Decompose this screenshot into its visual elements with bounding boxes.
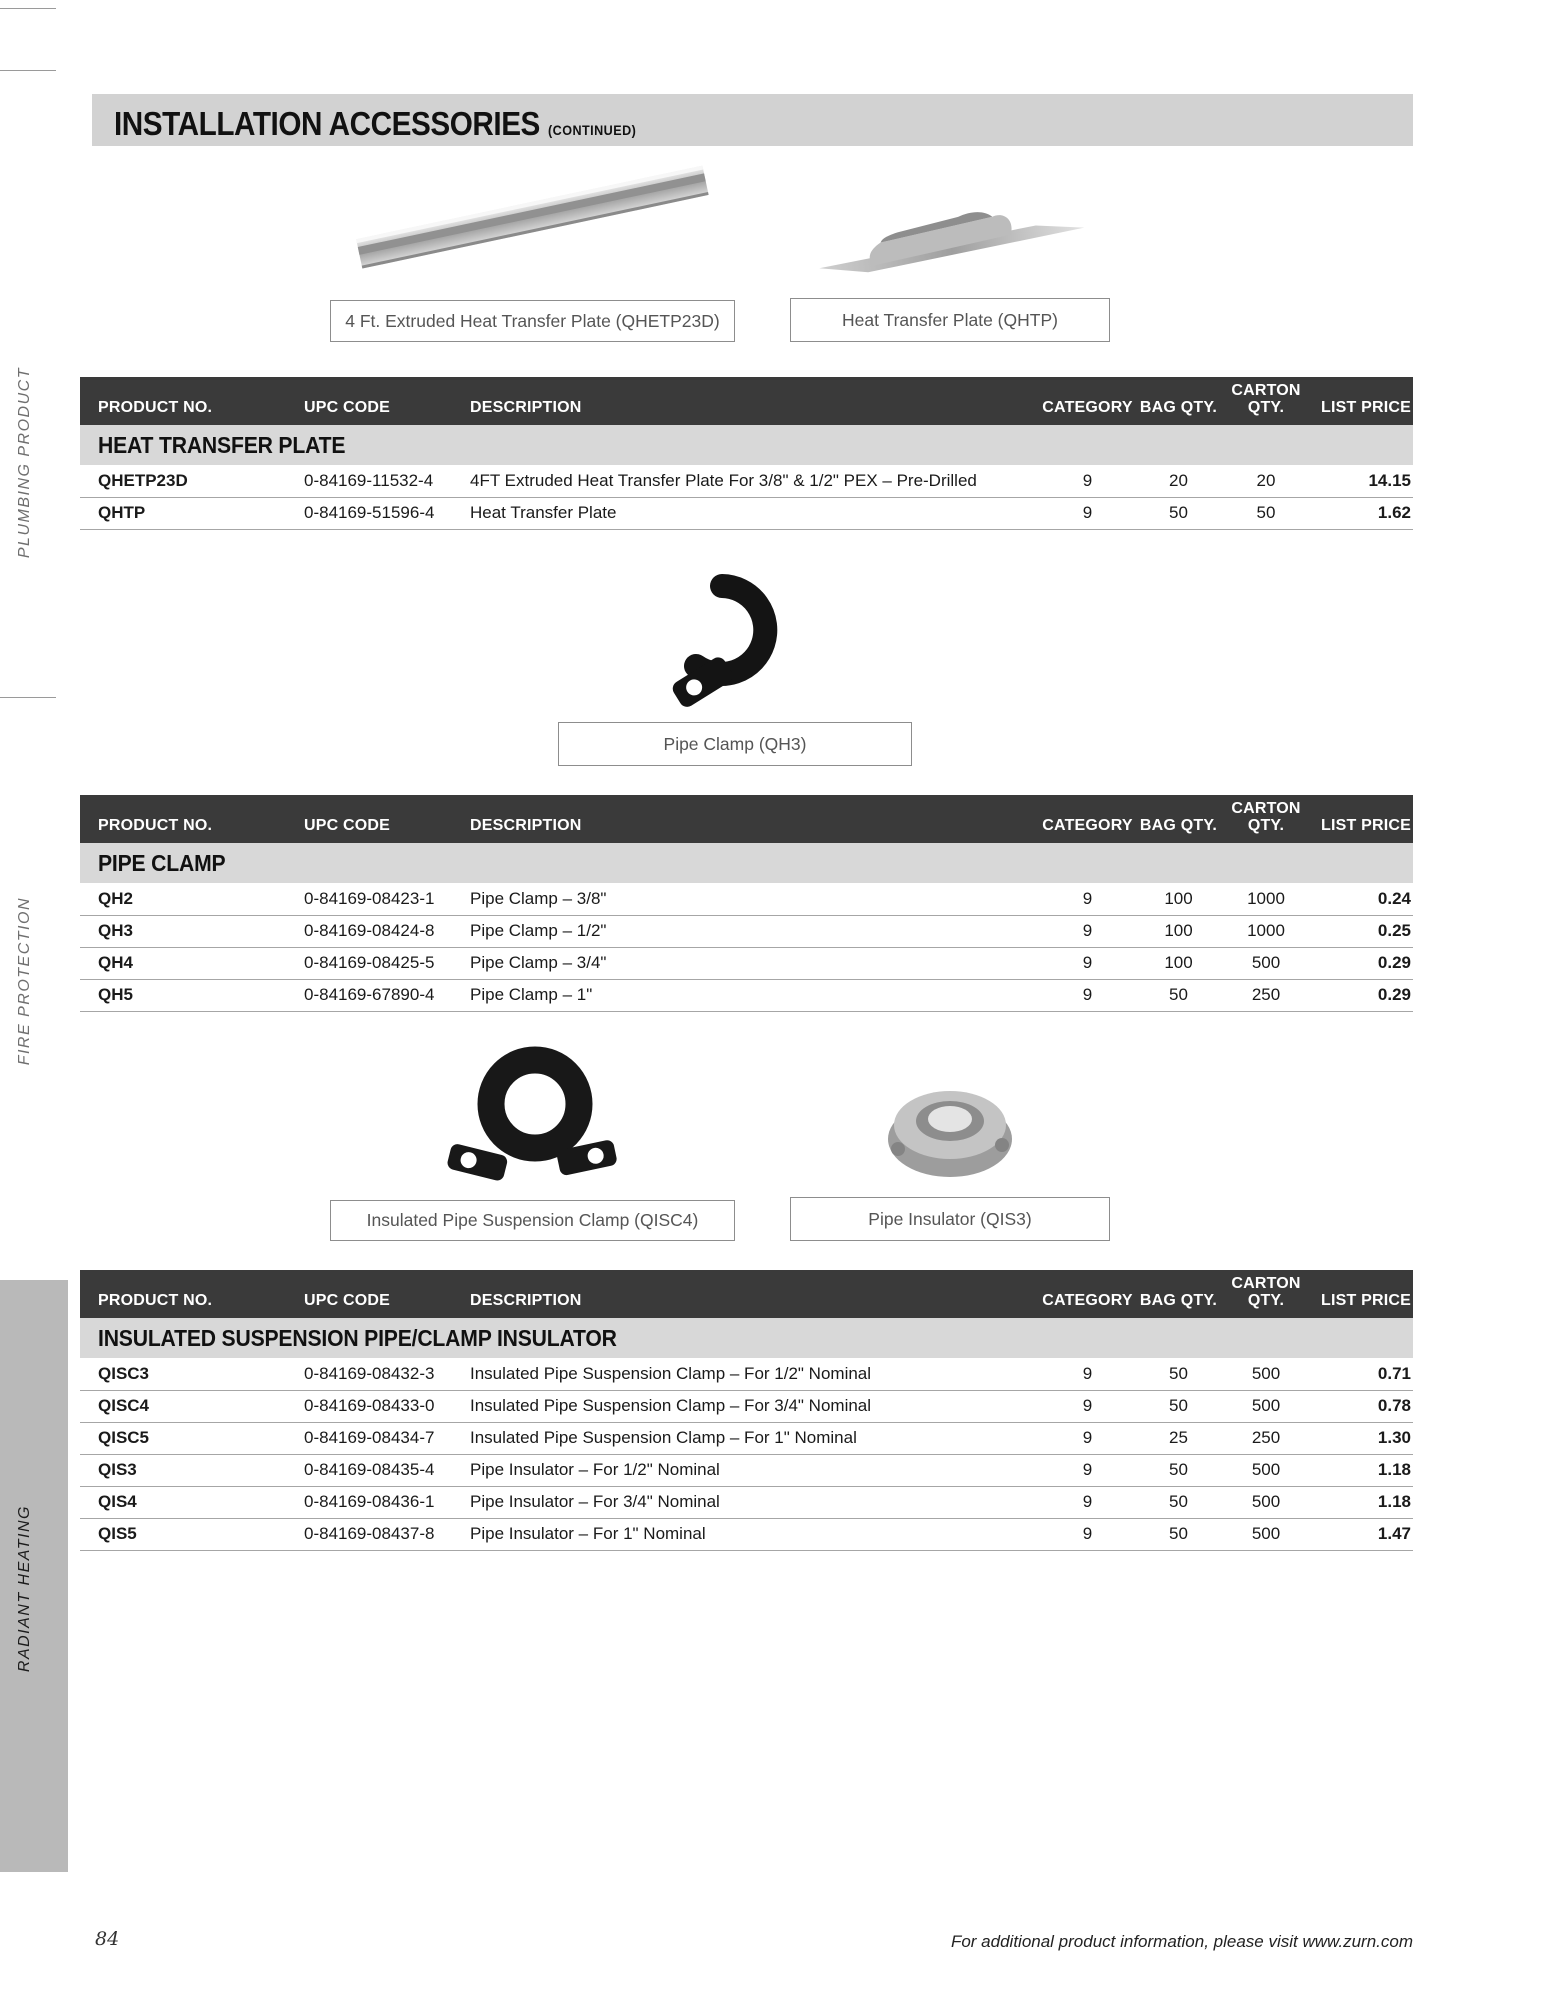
table-row xyxy=(80,1454,1413,1486)
col-product-no: PRODUCT NO. xyxy=(80,795,304,843)
cell-category: 9 xyxy=(1082,985,1093,1004)
cell-description: Pipe Insulator – For 1" Nominal xyxy=(470,1524,706,1543)
cell-carton-qty: 50 xyxy=(1256,503,1276,522)
page-title: INSTALLATION ACCESSORIES xyxy=(114,105,540,142)
pipe-insulator-photo xyxy=(790,1040,1110,1187)
cell-description: Heat Transfer Plate xyxy=(470,503,617,522)
cell-upc-code: 0-84169-08425-5 xyxy=(304,953,435,972)
table-row xyxy=(80,979,1413,1011)
cell-list-price: 0.29 xyxy=(1377,985,1411,1004)
cell-carton-qty: 500 xyxy=(1251,1524,1281,1543)
footer-note: For additional product information, please visit www.zurn.com xyxy=(950,1932,1413,1951)
cell-bag-qty: 100 xyxy=(1164,921,1193,940)
cell-description: Pipe Clamp – 3/8" xyxy=(470,888,607,908)
cell-upc-code: 0-84169-08424-8 xyxy=(304,921,435,940)
cell-bag-qty: 20 xyxy=(1169,470,1188,490)
cell-list-price: 0.25 xyxy=(1377,921,1411,940)
cell-upc-code: 0-84169-51596-4 xyxy=(304,503,435,522)
cell-product-no: QISC5 xyxy=(98,1428,150,1447)
cell-product-no: QIS4 xyxy=(98,1492,137,1511)
col-list-price: LIST PRICE xyxy=(1310,795,1413,843)
cell-category: 9 xyxy=(1082,888,1093,908)
cell-carton-qty: 500 xyxy=(1251,953,1281,972)
figure-caption: Insulated Pipe Suspension Clamp (QISC4) xyxy=(330,1200,735,1241)
section-title-wrap xyxy=(114,105,636,143)
cell-bag-qty: 50 xyxy=(1169,1492,1188,1511)
cell-upc-code: 0-84169-08437-8 xyxy=(304,1524,435,1543)
cell-bag-qty: 100 xyxy=(1164,888,1193,908)
col-carton-line2: QTY. xyxy=(1247,1292,1285,1310)
section-title: HEAT TRANSFER PLATE xyxy=(98,431,346,458)
section-row xyxy=(80,843,1413,883)
cell-upc-code: 0-84169-11532-4 xyxy=(304,470,434,490)
cell-upc-code: 0-84169-08434-7 xyxy=(304,1428,435,1447)
figure-qhtp xyxy=(790,150,1110,342)
table-row xyxy=(80,883,1413,915)
cell-list-price: 1.18 xyxy=(1377,1492,1411,1511)
section-title: PIPE CLAMP xyxy=(98,849,226,876)
cell-description: Pipe Clamp – 1" xyxy=(470,985,593,1004)
cell-upc-code: 0-84169-08432-3 xyxy=(304,1363,435,1383)
cell-category: 9 xyxy=(1082,1492,1093,1511)
cell-upc-code: 0-84169-67890-4 xyxy=(304,985,435,1004)
cell-category: 9 xyxy=(1082,1396,1093,1415)
cell-carton-qty: 250 xyxy=(1251,1428,1281,1447)
col-bag-qty: BAG QTY. xyxy=(1135,1270,1222,1318)
pipe-clamp-image xyxy=(670,564,800,712)
page-title-suffix: (CONTINUED) xyxy=(548,122,637,138)
col-list-price: LIST PRICE xyxy=(1310,377,1413,425)
cell-category: 9 xyxy=(1082,921,1093,940)
table-row xyxy=(80,1358,1413,1390)
cell-product-no: QHETP23D xyxy=(98,470,188,490)
section-title: INSULATED SUSPENSION PIPE/CLAMP INSULATOR xyxy=(98,1324,617,1351)
cell-bag-qty: 50 xyxy=(1169,1363,1188,1383)
transfer-plate-image xyxy=(810,178,1090,288)
pipe-clamp-table xyxy=(80,795,1413,1012)
cell-category: 9 xyxy=(1082,953,1093,972)
cell-list-price: 0.29 xyxy=(1377,953,1411,972)
cell-category: 9 xyxy=(1082,1428,1093,1447)
col-list-price: LIST PRICE xyxy=(1310,1270,1413,1318)
section-title-bar xyxy=(92,94,1413,146)
cell-product-no: QH5 xyxy=(98,985,133,1004)
figure-qis3 xyxy=(790,1040,1110,1241)
extruded-heat-transfer-plate-photo xyxy=(330,150,735,290)
cell-bag-qty: 25 xyxy=(1169,1428,1188,1447)
cell-bag-qty: 50 xyxy=(1169,985,1188,1004)
table-row xyxy=(80,497,1413,529)
section-row xyxy=(80,1318,1413,1358)
cell-list-price: 0.78 xyxy=(1377,1396,1411,1415)
figure-qhetp23d xyxy=(330,150,735,342)
cell-category: 9 xyxy=(1082,470,1093,490)
cell-product-no: QISC4 xyxy=(98,1396,150,1415)
cell-bag-qty: 100 xyxy=(1164,953,1193,972)
figure-qisc4 xyxy=(330,1040,735,1241)
margin-rule xyxy=(0,70,56,71)
page-number: 84 xyxy=(95,1928,120,1950)
col-description: DESCRIPTION xyxy=(470,1270,1040,1318)
cell-bag-qty: 50 xyxy=(1169,503,1188,522)
cell-description: Pipe Clamp – 1/2" xyxy=(470,921,607,940)
suspension-clamp-photo xyxy=(330,1040,735,1190)
cell-list-price: 1.47 xyxy=(1377,1524,1411,1543)
col-product-no: PRODUCT NO. xyxy=(80,377,304,425)
cell-bag-qty: 50 xyxy=(1169,1524,1188,1543)
heat-transfer-plate-table xyxy=(80,377,1413,530)
table-row xyxy=(80,1486,1413,1518)
col-bag-qty: BAG QTY. xyxy=(1135,795,1222,843)
heat-transfer-plate-photo xyxy=(790,150,1110,288)
table-row xyxy=(80,915,1413,947)
pipe-insulator-image xyxy=(868,1069,1033,1187)
figure-caption: Pipe Clamp (QH3) xyxy=(558,722,912,766)
cell-carton-qty: 500 xyxy=(1251,1492,1281,1511)
col-carton-line1: CARTON xyxy=(1231,799,1301,817)
section-row xyxy=(80,425,1413,465)
col-carton-line1: CARTON xyxy=(1231,381,1301,399)
insulated-suspension-table xyxy=(80,1270,1413,1551)
cell-upc-code: 0-84169-08435-4 xyxy=(304,1460,435,1479)
margin-rule xyxy=(0,8,56,9)
table-header-row xyxy=(80,377,1413,425)
col-category: CATEGORY xyxy=(1040,1270,1135,1318)
cell-upc-code: 0-84169-08436-1 xyxy=(304,1492,435,1511)
cell-upc-code: 0-84169-08423-1 xyxy=(304,888,435,908)
cell-carton-qty: 500 xyxy=(1251,1460,1281,1479)
cell-product-no: QH2 xyxy=(98,888,133,908)
cell-list-price: 14.15 xyxy=(1368,470,1411,490)
extruded-plate-image xyxy=(348,150,718,290)
cell-product-no: QIS3 xyxy=(98,1460,137,1479)
table-header-row xyxy=(80,795,1413,843)
cell-description: 4FT Extruded Heat Transfer Plate For 3/8" & 1/2" PEX – Pre-Drilled xyxy=(470,470,977,490)
cell-upc-code: 0-84169-08433-0 xyxy=(304,1396,435,1415)
sidebar-label-fire-protection: FIRE PROTECTION xyxy=(16,897,33,1066)
cell-carton-qty: 1000 xyxy=(1247,921,1285,940)
cell-bag-qty: 50 xyxy=(1169,1396,1188,1415)
col-description: DESCRIPTION xyxy=(470,377,1040,425)
col-carton-line2: QTY. xyxy=(1247,817,1285,835)
cell-product-no: QH3 xyxy=(98,921,133,940)
col-carton-qty xyxy=(1222,795,1310,843)
figure-caption: 4 Ft. Extruded Heat Transfer Plate (QHETP23D) xyxy=(330,300,735,342)
suspension-clamp-image xyxy=(440,1040,625,1190)
table-row xyxy=(80,1422,1413,1454)
cell-description: Pipe Insulator – For 3/4" Nominal xyxy=(470,1492,720,1511)
figure-caption: Heat Transfer Plate (QHTP) xyxy=(790,298,1110,342)
cell-carton-qty: 500 xyxy=(1251,1396,1281,1415)
cell-product-no: QISC3 xyxy=(98,1363,150,1383)
cell-category: 9 xyxy=(1082,1363,1093,1383)
cell-list-price: 0.24 xyxy=(1377,888,1411,908)
col-bag-qty: BAG QTY. xyxy=(1135,377,1222,425)
sidebar-label-plumbing-product: PLUMBING PRODUCT xyxy=(16,367,33,559)
table-row xyxy=(80,1390,1413,1422)
col-upc-code: UPC CODE xyxy=(304,377,470,425)
cell-description: Insulated Pipe Suspension Clamp – For 3/4" Nominal xyxy=(470,1396,872,1415)
cell-category: 9 xyxy=(1082,1460,1093,1479)
cell-product-no: QH4 xyxy=(98,953,133,972)
col-description: DESCRIPTION xyxy=(470,795,1040,843)
col-carton-qty xyxy=(1222,1270,1310,1318)
cell-description: Insulated Pipe Suspension Clamp – For 1" Nominal xyxy=(470,1428,857,1447)
cell-category: 9 xyxy=(1082,503,1093,522)
cell-list-price: 1.30 xyxy=(1377,1428,1411,1447)
cell-description: Pipe Insulator – For 1/2" Nominal xyxy=(470,1460,720,1479)
cell-bag-qty: 50 xyxy=(1169,1460,1188,1479)
cell-description: Pipe Clamp – 3/4" xyxy=(470,953,607,972)
cell-product-no: QIS5 xyxy=(98,1524,137,1543)
cell-product-no: QHTP xyxy=(98,503,146,522)
margin-rule xyxy=(0,697,56,698)
col-upc-code: UPC CODE xyxy=(304,1270,470,1318)
cell-list-price: 1.18 xyxy=(1377,1460,1411,1479)
content-column xyxy=(80,0,1413,2001)
cell-carton-qty: 1000 xyxy=(1247,888,1285,908)
table-row xyxy=(80,1518,1413,1550)
sidebar-label-radiant-heating: RADIANT HEATING xyxy=(16,1505,33,1673)
col-upc-code: UPC CODE xyxy=(304,795,470,843)
cell-carton-qty: 250 xyxy=(1251,985,1281,1004)
cell-list-price: 1.62 xyxy=(1377,503,1411,522)
col-product-no: PRODUCT NO. xyxy=(80,1270,304,1318)
table-header-row xyxy=(80,1270,1413,1318)
cell-category: 9 xyxy=(1082,1524,1093,1543)
col-carton-qty xyxy=(1222,377,1310,425)
col-carton-line2: QTY. xyxy=(1247,399,1285,417)
table-row xyxy=(80,465,1413,497)
col-category: CATEGORY xyxy=(1040,795,1135,843)
cell-description: Insulated Pipe Suspension Clamp – For 1/2" Nominal xyxy=(470,1363,872,1383)
figure-qh3 xyxy=(558,560,912,766)
col-category: CATEGORY xyxy=(1040,377,1135,425)
col-carton-line1: CARTON xyxy=(1231,1274,1301,1292)
cell-list-price: 0.71 xyxy=(1377,1363,1411,1383)
pipe-clamp-photo xyxy=(558,560,912,712)
cell-carton-qty: 500 xyxy=(1251,1363,1281,1383)
cell-carton-qty: 20 xyxy=(1256,470,1276,490)
table-row xyxy=(80,947,1413,979)
figure-caption: Pipe Insulator (QIS3) xyxy=(790,1197,1110,1241)
